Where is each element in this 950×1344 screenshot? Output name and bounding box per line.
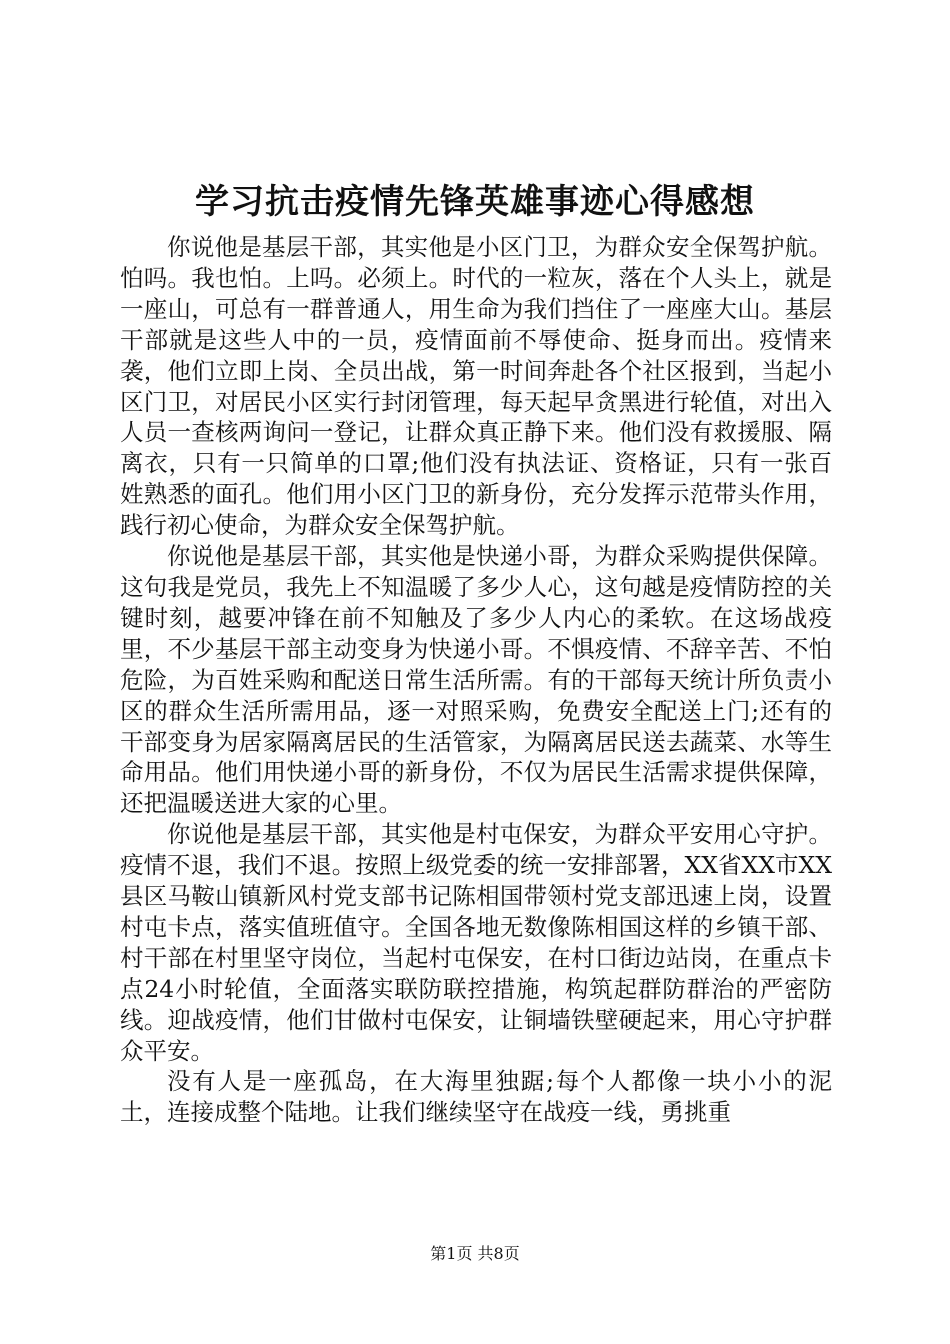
- page-number-footer: 第1页 共8页: [430, 1244, 520, 1263]
- paragraph-2: 你说他是基层干部，其实他是快递小哥，为群众采购提供保障。这句我是党员，我先上不知温暖了多少人心，这句越是疫情防控的关键时刻，越要冲锋在前不知触及了多少人内心的柔软。在这场战疫里，不少基层干部主动变身为快递小哥。不惧疫情、不辞辛苦、不怕危险，为百姓采购和配送日常生活所需。有的干部每天统计所负责小区的群众生活所需用品，逐一对照采购，免费安全配送上门;还有的干部变身为居家隔离居民的生活管家，为隔离居民送去蔬菜、水等生命用品。他们用快递小哥的新身份，不仅为居民生活需求提供保障，还把温暖送进大家的心里。: [120, 542, 832, 818]
- paragraph-4: 没有人是一座孤岛，在大海里独踞;每个人都像一块小小的泥土，连接成整个陆地。让我们继续坚守在战疫一线，勇挑重: [120, 1067, 832, 1127]
- paragraph-3: 你说他是基层干部，其实他是村屯保安，为群众平安用心守护。疫情不退，我们不退。按照上级党委的统一安排部署，XX省XX市XX县区马鞍山镇新风村党支部书记陈相国带领村党支部迅速上岗，设置村屯卡点，落实值班值守。全国各地无数像陈相国这样的乡镇干部、村干部在村里坚守岗位，当起村屯保安，在村口街边站岗，在重点卡点24小时轮值，全面落实联防联控措施，构筑起群防群治的严密防线。迎战疫情，他们甘做村屯保安，让铜墙铁壁硬起来，用心守护群众平安。: [120, 820, 832, 1065]
- document-body: [120, 232, 832, 1128]
- paragraph-1: 你说他是基层干部，其实他是小区门卫，为群众安全保驾护航。怕吗。我也怕。上吗。必须上。时代的一粒灰，落在个人头上，就是一座山，可总有一群普通人，用生命为我们挡住了一座座大山。基层干部就是这些人中的一员，疫情面前不辱使命、挺身而出。疫情来袭，他们立即上岗、全员出战，第一时间奔赴各个社区报到，当起小区门卫，对居民小区实行封闭管理，每天起早贪黑进行轮值，对出入人员一查核两询问一登记，让群众真正静下来。他们没有救援服、隔离衣，只有一只简单的口罩;他们没有执法证、资格证，只有一张百姓熟悉的面孔。他们用小区门卫的新身份，充分发挥示范带头作用，践行初心使命，为群众安全保驾护航。: [120, 233, 832, 540]
- document-title: 学习抗击疫情先锋英雄事迹心得感想: [195, 182, 755, 222]
